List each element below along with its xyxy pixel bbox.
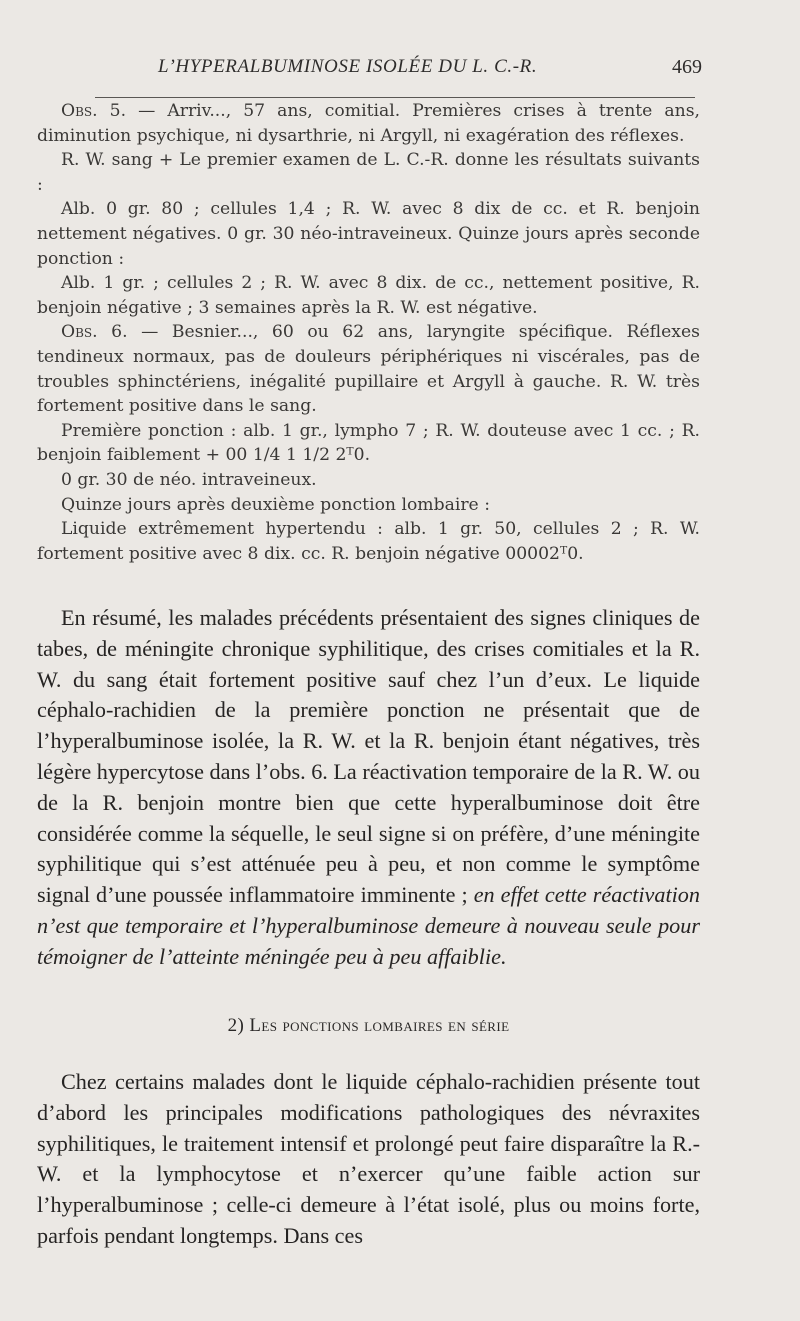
obs6-paragraph [37, 320, 700, 418]
obs5-text: — Arriv..., 57 ans, comitial. Premières crises à trente ans, diminution psychique, ni dysarthrie, ni Argyll, ni exagération des réflexes. [37, 101, 700, 146]
section-title: Les ponctions lombaires en série [249, 1015, 510, 1036]
resume-text: En résumé, les malades précédents présentaient des signes cliniques de tabes, de méningite chronique syphilitique, des crises comitiales et la R. W. du sang était fortement positive sauf chez l’un d’eux. Le liquide céphalo-rachidien de la première ponction ne présentait que de l’hyperalbuminose isolée, la R. W. et la R. benjoin étant négatives, très légère hypercytose dans l’obs. 6. La réactivation temporaire de la R. W. ou de la R. benjoin montre bien que cette hyperalbuminose doit être considérée comme la séquelle, le seul signe si on préfère, d’une méningite syphilitique qui s’est atténuée peu à peu, et non comme le symptôme signal d’une poussée inflammatoire imminente ; [37, 605, 700, 908]
obs6-liquide-paragraph: Liquide extrêmement hypertendu : alb. 1 gr. 50, cellules 2 ; R. W. fortement positive avec 8 dix. cc. R. benjoin négative 00002ᵀ0. [37, 519, 700, 564]
obs6-ponction-paragraph: Première ponction : alb. 1 gr., lympho 7 ; R. W. douteuse avec 1 cc. ; R. benjoin faiblement + 00 1/4 1 1/2 2ᵀ0. [37, 420, 700, 466]
obs5-alb2-paragraph: Alb. 1 gr. ; cellules 2 ; R. W. avec 8 dix. de cc., nettement positive, R. benjoin négative ; 3 semaines après la R. W. est négative. [37, 273, 700, 318]
resume-italic: en effet cette réactivation n’est que temporaire et l’hyperalbuminose demeure à nouveau seule pour témoigner de l’atteinte méningée peu à peu affaiblie. [37, 882, 700, 969]
obs6-neo-paragraph: 0 gr. 30 de néo. intraveineux. [61, 469, 317, 490]
running-title: L’HYPERALBUMINOSE ISOLÉE DU L. C.-R. [158, 56, 538, 77]
header-rule [95, 97, 695, 98]
page-header [62, 56, 702, 84]
obs6-label: Obs. 6. [61, 322, 128, 343]
page-number: 469 [672, 56, 702, 78]
final-paragraph: Chez certains malades dont le liquide céphalo-rachidien présente tout d’abord les principales modifications pathologiques des névraxites syphilitiques, le traitement intensif et prolongé peut faire disparaître la R.-W. et la lymphocytose et n’exercer qu’une faible action sur l’hyperalbuminose ; celle-ci demeure à l’état isolé, plus ou moins forte, parfois pendant longtemps. Dans ces [37, 1069, 700, 1248]
obs5-paragraph [37, 99, 700, 148]
obs6-text: — Besnier..., 60 ou 62 ans, laryngite spécifique. Réflexes tendineux normaux, pas de douleurs périphériques ni viscérales, pas de troubles sphinctériens, inégalité pupillaire et Argyll à gauche. R. W. très fortement positive dans le sang. [37, 322, 700, 417]
obs5-label: Obs. 5. [61, 101, 127, 121]
section-number: 2) [227, 1015, 250, 1036]
section-heading [37, 1015, 700, 1037]
resume-block [37, 603, 700, 973]
obs5-rw-paragraph: R. W. sang + Le premier examen de L. C.-R. donne les résultats suivants : [37, 150, 700, 195]
observations-block [37, 99, 700, 566]
obs6-quinze-paragraph: Quinze jours après deuxième ponction lombaire : [61, 494, 490, 515]
resume-paragraph [37, 603, 700, 973]
obs5-alb1-paragraph: Alb. 0 gr. 80 ; cellules 1,4 ; R. W. avec 8 dix de cc. et R. benjoin nettement négatives. 0 gr. 30 néo-intraveineux. Quinze jours après seconde ponction : [37, 199, 700, 269]
final-block [37, 1067, 700, 1252]
